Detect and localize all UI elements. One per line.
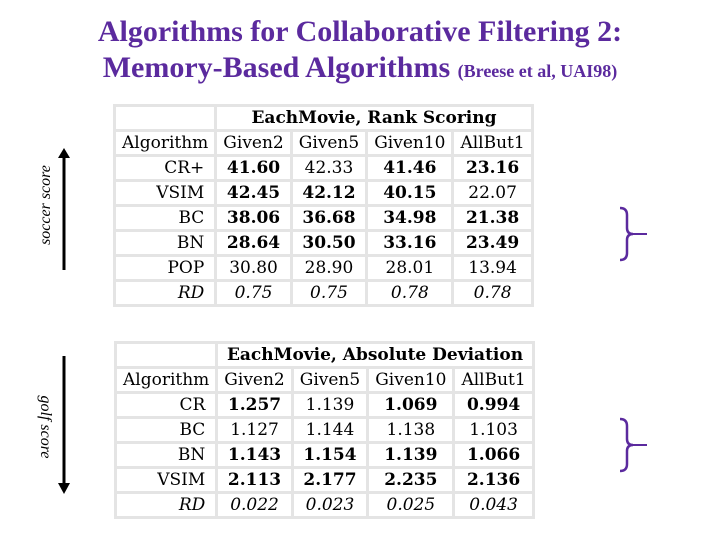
value-cell: 0.78 — [368, 282, 451, 304]
table-row — [117, 419, 532, 441]
rank-scoring-table — [113, 104, 534, 307]
value-cell: 33.16 — [368, 232, 451, 254]
column-header: Given2 — [218, 369, 290, 391]
value-cell: 30.80 — [217, 257, 289, 279]
table-row — [116, 182, 531, 204]
column-header: Algorithm — [116, 132, 214, 154]
value-cell: 41.60 — [217, 157, 289, 179]
right-brace-icon — [618, 417, 648, 473]
slide-title-line1 — [0, 14, 720, 50]
value-cell: 1.066 — [455, 444, 531, 466]
value-cell: 2.113 — [218, 469, 290, 491]
value-cell: 41.46 — [368, 157, 451, 179]
column-header: AllBut1 — [455, 369, 531, 391]
value-cell: 1.139 — [294, 394, 366, 416]
value-cell: 1.144 — [294, 419, 366, 441]
table-row — [117, 494, 532, 516]
value-cell: 40.15 — [368, 182, 451, 204]
value-cell: 1.154 — [294, 444, 366, 466]
value-cell: 1.069 — [369, 394, 452, 416]
value-cell: 22.07 — [454, 182, 530, 204]
value-cell: 23.16 — [454, 157, 530, 179]
algorithm-cell: VSIM — [117, 469, 215, 491]
value-cell: 1.127 — [218, 419, 290, 441]
value-cell: 0.75 — [293, 282, 365, 304]
value-cell: 0.78 — [454, 282, 530, 304]
table-row — [117, 394, 532, 416]
value-cell: 42.45 — [217, 182, 289, 204]
column-header: AllBut1 — [454, 132, 530, 154]
algorithm-cell: RD — [117, 494, 215, 516]
value-cell: 34.98 — [368, 207, 451, 229]
golf-score-label: golf score — [37, 395, 54, 459]
table-row — [116, 207, 531, 229]
absolute-deviation-table — [114, 341, 535, 519]
value-cell: 1.143 — [218, 444, 290, 466]
soccer-score-label: soccer score — [37, 165, 54, 245]
up-arrow-icon — [58, 148, 70, 270]
algorithm-cell: CR — [117, 394, 215, 416]
table-row — [117, 469, 532, 491]
algorithm-cell: BN — [117, 444, 215, 466]
value-cell: 0.025 — [369, 494, 452, 516]
column-header: Given10 — [369, 369, 452, 391]
value-cell: 28.90 — [293, 257, 365, 279]
value-cell: 0.75 — [217, 282, 289, 304]
value-cell: 38.06 — [217, 207, 289, 229]
algorithm-cell: CR+ — [116, 157, 214, 179]
title-citation: (Breese et al, UAI98) — [457, 61, 618, 81]
value-cell: 30.50 — [293, 232, 365, 254]
algorithm-cell: BC — [117, 419, 215, 441]
column-header: Given5 — [294, 369, 366, 391]
down-arrow-icon — [58, 356, 70, 494]
value-cell: 28.64 — [217, 232, 289, 254]
algorithm-cell: POP — [116, 257, 214, 279]
title-line1-text: Algorithms for Collaborative Filtering 2: — [97, 15, 623, 48]
value-cell: 1.103 — [455, 419, 531, 441]
column-header: Given2 — [217, 132, 289, 154]
value-cell: 0.043 — [455, 494, 531, 516]
column-header: Given5 — [293, 132, 365, 154]
value-cell: 1.139 — [369, 444, 452, 466]
column-header: Algorithm — [117, 369, 215, 391]
algorithm-cell: VSIM — [116, 182, 214, 204]
value-cell: 2.177 — [294, 469, 366, 491]
value-cell: 2.235 — [369, 469, 452, 491]
value-cell: 36.68 — [293, 207, 365, 229]
value-cell: 0.023 — [294, 494, 366, 516]
value-cell: 13.94 — [454, 257, 530, 279]
value-cell: 21.38 — [454, 207, 530, 229]
table-row — [116, 282, 531, 304]
rank-table-caption: EachMovie, Rank Scoring — [217, 107, 530, 129]
right-brace-icon — [618, 206, 648, 262]
table-row — [116, 232, 531, 254]
value-cell: 0.994 — [455, 394, 531, 416]
algorithm-cell: BC — [116, 207, 214, 229]
algorithm-cell: BN — [116, 232, 214, 254]
value-cell: 0.022 — [218, 494, 290, 516]
title-line2-text: Memory-Based Algorithms — [102, 51, 451, 84]
abs-table-caption: EachMovie, Absolute Deviation — [218, 344, 531, 366]
value-cell: 42.12 — [293, 182, 365, 204]
value-cell: 23.49 — [454, 232, 530, 254]
slide-title-line2 — [0, 50, 720, 89]
value-cell: 42.33 — [293, 157, 365, 179]
value-cell: 1.257 — [218, 394, 290, 416]
table-row — [117, 444, 532, 466]
value-cell: 1.138 — [369, 419, 452, 441]
table-row — [116, 157, 531, 179]
algorithm-cell: RD — [116, 282, 214, 304]
value-cell: 28.01 — [368, 257, 451, 279]
column-header: Given10 — [368, 132, 451, 154]
value-cell: 2.136 — [455, 469, 531, 491]
table-row — [116, 257, 531, 279]
